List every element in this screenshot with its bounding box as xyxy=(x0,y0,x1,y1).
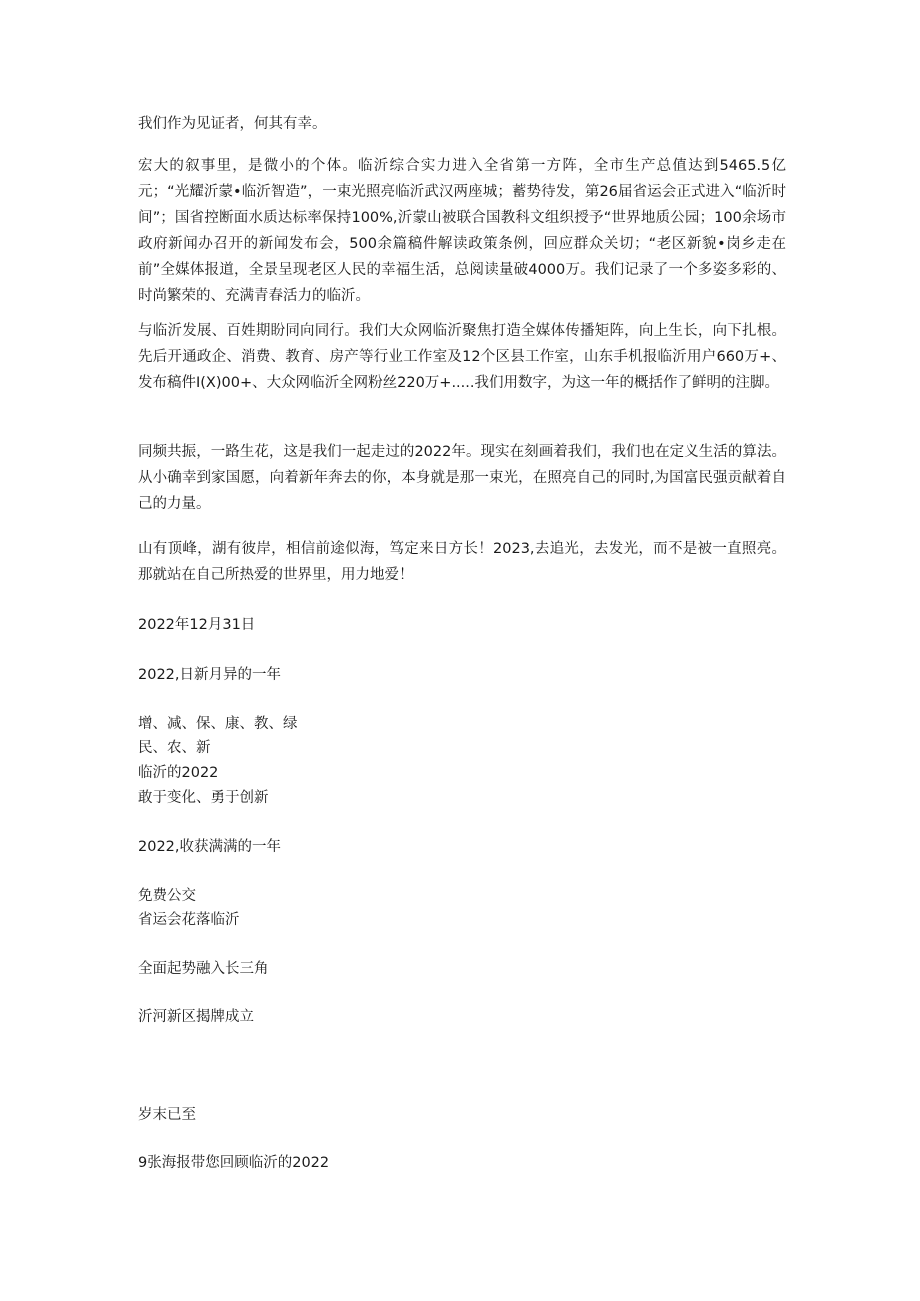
section-title-harvest: 2022,收获满满的一年 xyxy=(138,839,282,855)
achievements-paragraph: 宏大的叙事里，是微小的个体。临沂综合实力进入全省第一方阵，全市生产总值达到5465.5亿元；“光耀沂蒙•临沂智造”，一束光照亮临沂武汉两座城；蓄势待发，第26届省运会正式进入“临沂时间”；国省控断面水质达标率保持100%,沂蒙山被联合国教科文组织授予“世界地质公园；100余场市政府新闻办召开的新闻发布会，500余篇稿件解读政策条例，回应群众关切；“老区新貌•岗乡走在前”全媒体报道，全景呈现老区人民的幸福生活，总阅读量破4000万。我们记录了一个多姿多彩的、时尚繁荣的、充满青春活力的临沂。 xyxy=(138,158,786,304)
list-item: 全面起势融入长三角 xyxy=(138,961,269,977)
resonance-paragraph: 同频共振，一路生花，这是我们一起走过的2022年。现实在刻画着我们，我们也在定义生活的算法。从小确幸到家国愿，向着新年奔去的你，本身就是那一束光，在照亮自己的同时,为国富民强贡献着自己的力量。 xyxy=(138,444,786,512)
section-title-transform: 2022,日新月异的一年 xyxy=(138,667,282,683)
media-paragraph: 与临沂发展、百姓期盼同向同行。我们大众网临沂聚焦打造全媒体传播矩阵，向上生长，向下扎根。先后开通政企、消费、教育、房产等行业工作室及12个区县工作室，山东手机报临沂用户660万+、发布稿件I(X)00+、大众网临沂全网粉丝220万+.....我们用数字，为这一年的概括作了鲜明的注脚。 xyxy=(138,323,786,391)
year-end-heading: 岁末已至 xyxy=(138,1107,196,1123)
opening-paragraph: 我们作为见证者，何其有幸。 xyxy=(138,116,327,132)
list-item: 省运会花落临沂 xyxy=(138,912,240,928)
list-item: 民、农、新 xyxy=(138,740,211,756)
date-line: 2022年12月31日 xyxy=(138,617,256,633)
list-item: 增、减、保、康、教、绿 xyxy=(138,716,298,732)
list-item: 免费公交 xyxy=(138,888,196,904)
list-item: 敢于变化、勇于创新 xyxy=(138,790,269,806)
posters-caption: 9张海报带您回顾临沂的2022 xyxy=(138,1155,330,1171)
list-item: 临沂的2022 xyxy=(138,765,219,781)
closing-paragraph: 山有顶峰，湖有彼岸，相信前途似海，笃定来日方长！2023,去追光，去发光，而不是被一直照亮。那就站在自己所热爱的世界里，用力地爱！ xyxy=(138,541,786,583)
list-item: 沂河新区揭牌成立 xyxy=(138,1009,254,1025)
